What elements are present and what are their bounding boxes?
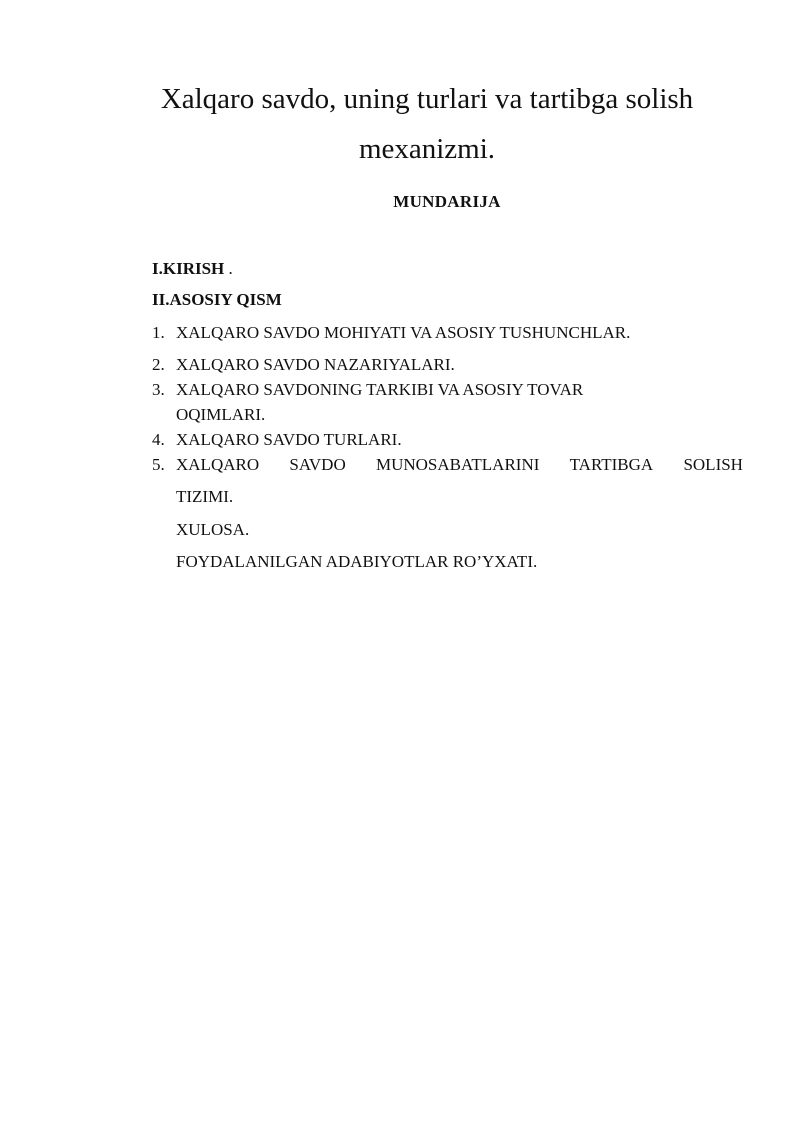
toc-item-word: XALQARO	[176, 455, 260, 474]
toc-item-number: 5.	[152, 455, 165, 474]
toc-item-text-continuation: TIZIMI.	[176, 487, 234, 506]
toc-entry-introduction	[152, 258, 233, 280]
toc-item-number: 2.	[152, 355, 165, 374]
toc-item-word: SOLISH	[683, 455, 743, 474]
toc-item-number: 4.	[152, 430, 165, 449]
toc-item-text-continuation: OQIMLARI.	[176, 405, 266, 424]
toc-item-text: XALQARO SAVDO NAZARIYALARI.	[176, 355, 455, 374]
toc-item-word: TARTIBGA	[569, 455, 654, 474]
toc-item-text-justified	[176, 454, 743, 476]
toc-item-text: XALQARO SAVDO MOHIYATI VA ASOSIY TUSHUNCHLAR.	[176, 323, 631, 342]
toc-entry-conclusion: XULOSA.	[176, 520, 250, 539]
toc-item-text: XALQARO SAVDONING TARKIBI VA ASOSIY TOVAR	[176, 380, 584, 399]
toc-item-number: 3.	[152, 380, 165, 399]
toc-entry-introduction-label: I.KIRISH	[152, 259, 225, 278]
toc-item-word: MUNOSABATLARINI	[375, 455, 540, 474]
toc-item-number: 1.	[152, 323, 165, 342]
toc-entry-introduction-suffix: .	[224, 259, 233, 278]
toc-item-text: XALQARO SAVDO TURLARI.	[176, 430, 402, 449]
toc-item-word: SAVDO	[289, 455, 346, 474]
toc-entry-main-part: II.ASOSIY QISM	[152, 290, 282, 309]
toc-heading: MUNDARIJA	[393, 192, 501, 211]
document-title: Xalqaro savdo, uning turlari va tartibga solish mexanizmi.	[160, 83, 694, 165]
toc-entry-references: FOYDALANILGAN ADABIYOTLAR RO’YXATI.	[176, 552, 538, 571]
